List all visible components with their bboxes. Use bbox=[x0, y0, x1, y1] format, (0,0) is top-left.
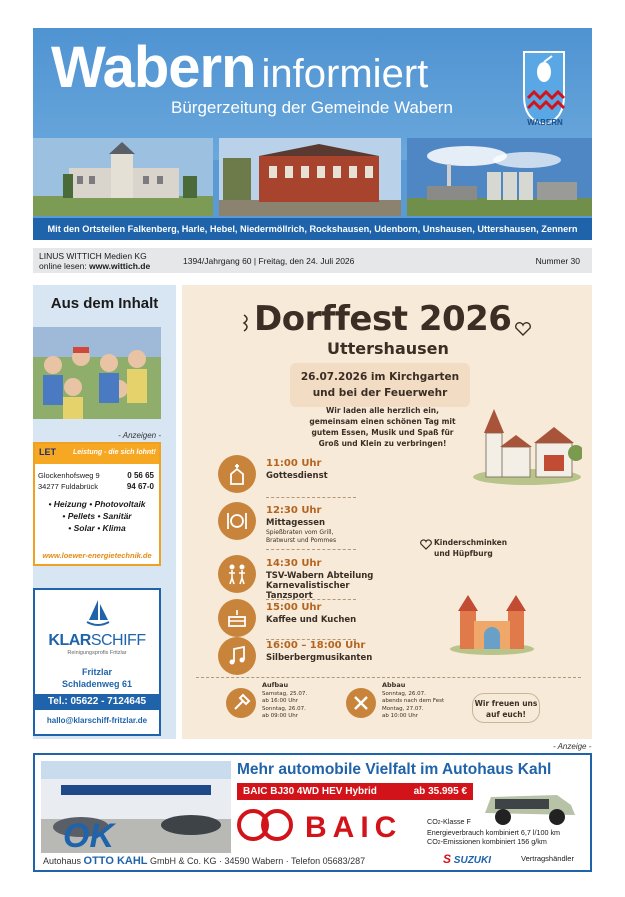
klarschiff-ad[interactable] bbox=[33, 588, 161, 736]
suzuki-s-icon: S bbox=[443, 852, 452, 866]
heart-icon bbox=[420, 539, 432, 550]
co2-emissions-value: -Emissionen kombiniert 156 g/km bbox=[440, 837, 547, 846]
loewer-service-line: • Solar • Klima bbox=[68, 523, 126, 533]
poster-venue: und bei der Feuerwehr bbox=[312, 387, 448, 399]
schedule-note bbox=[266, 529, 336, 545]
kahl-footer bbox=[43, 855, 365, 867]
newspaper-title bbox=[51, 34, 428, 101]
schedule-time: 16:00 – 18:00 Uhr bbox=[266, 640, 366, 651]
aufbau-line: Samstag, 25.07. bbox=[262, 690, 308, 697]
poster-date-box bbox=[290, 363, 470, 407]
aufbau-info bbox=[262, 682, 307, 721]
loewer-slogan: Leistung - die sich lohnt! bbox=[73, 449, 156, 456]
contents-heading: Aus dem Inhalt bbox=[50, 295, 159, 312]
abbau-line: Montag, 27.07. bbox=[382, 705, 424, 712]
schedule-item bbox=[218, 637, 398, 677]
newspaper-subtitle: Bürgerzeitung der Gemeinde Wabern bbox=[171, 98, 453, 117]
loewer-services bbox=[35, 498, 159, 534]
kinder-line: Kinderschminken bbox=[434, 538, 508, 547]
abbau-info bbox=[382, 682, 444, 721]
schedule-time: 12:30 Uhr bbox=[266, 505, 322, 516]
heart-icon bbox=[514, 321, 532, 337]
castle-photo bbox=[33, 138, 213, 216]
online-prefix: online lesen: bbox=[39, 261, 90, 271]
loewer-service-line: • Heizung • Photovoltaik bbox=[48, 499, 146, 509]
loewer-street: Glockenhofsweg 9 bbox=[38, 471, 100, 480]
crest-label: WABERN bbox=[527, 118, 563, 127]
tools-icon bbox=[346, 688, 376, 718]
invite-line: gutem Essen, Musik und Spaß für bbox=[311, 428, 454, 437]
children-photo[interactable] bbox=[33, 327, 161, 419]
publisher-name: LINUS WITTICH Medien KG bbox=[39, 251, 147, 261]
kahl-headline: Mehr automobile Vielfalt im Autohaus Kahl bbox=[237, 761, 552, 778]
schedule-title-line: Karnevalistischer Tanzsport bbox=[266, 581, 350, 601]
header-photos bbox=[33, 138, 592, 216]
title-informiert: informiert bbox=[261, 52, 429, 96]
abbau-line: ab 10:00 Uhr bbox=[382, 713, 418, 719]
co2-label: CO bbox=[427, 817, 438, 826]
kinder-activities bbox=[434, 537, 507, 559]
aufbau-line: ab 16:00 Uhr bbox=[262, 698, 298, 704]
footer-prefix: Autohaus bbox=[43, 856, 84, 866]
factory-photo bbox=[407, 138, 592, 216]
loewer-phone-number: 94 67-0 bbox=[126, 482, 154, 491]
aufbau-line: ab 09:00 Uhr bbox=[262, 713, 298, 719]
invite-line: gemeinsam einen schönen Tag mit bbox=[309, 417, 456, 426]
loewer-phone bbox=[127, 470, 154, 492]
dancers-icon bbox=[218, 555, 256, 593]
emissions-info bbox=[427, 817, 560, 848]
klarschiff-email-link[interactable]: hallo@klarschiff-fritzlar.de bbox=[46, 716, 148, 725]
klarschiff-tagline: Reinigungsprofis Fritzlar bbox=[67, 650, 127, 656]
invite-line: Groß und Klein zu verbringen! bbox=[318, 439, 447, 448]
poster-title: Dorffest 2026 bbox=[254, 299, 512, 339]
wabern-crest-icon bbox=[522, 50, 566, 126]
plate-icon bbox=[218, 502, 256, 540]
schedule-time: 11:00 Uhr bbox=[266, 458, 322, 469]
villages-bar: Mit den Ortsteilen Falkenberg, Harle, Hebel, Niedermöllrich, Rockshausen, Udenborn, Unshausen, Uttershausen, Zennern bbox=[33, 218, 592, 240]
schedule-note-line: Bratwurst und Pommes bbox=[266, 537, 337, 544]
dealership-photo bbox=[41, 761, 231, 853]
model-name: BAIC BJ30 4WD HEV Hybrid bbox=[243, 786, 377, 797]
aufbau-title: Aufbau bbox=[262, 681, 289, 689]
schedule-title bbox=[266, 571, 398, 601]
loewer-website-link[interactable]: www.loewer-energietechnik.de bbox=[42, 551, 152, 560]
schedule-title: Silberbergmusikanten bbox=[266, 653, 373, 663]
autohaus-kahl-ad[interactable] bbox=[33, 753, 592, 872]
publisher-block bbox=[39, 251, 150, 271]
loewer-logo: LET bbox=[39, 447, 56, 457]
schedule-divider bbox=[266, 549, 356, 550]
church-icon bbox=[218, 455, 256, 493]
abbau-title: Abbau bbox=[382, 681, 406, 689]
schedule-title: Mittagessen bbox=[266, 518, 326, 528]
invite-line: Wir laden alle herzlich ein, bbox=[326, 406, 439, 415]
footer-company: OTTO KAHL bbox=[83, 855, 148, 867]
schedule-time: 15:00 Uhr bbox=[266, 602, 322, 613]
klarschiff-street: Schladenweg 61 bbox=[61, 679, 133, 689]
abbau-line: Sonntag, 26.07. bbox=[382, 690, 426, 697]
music-icon bbox=[218, 637, 256, 675]
sidebar bbox=[33, 285, 176, 739]
loewer-ad[interactable] bbox=[33, 442, 161, 566]
loewer-phone-area: 0 56 65 bbox=[127, 471, 154, 480]
kinder-line: und Hüpfburg bbox=[434, 549, 493, 558]
model-price-bar bbox=[237, 783, 473, 800]
klarschiff-city: Fritzlar bbox=[81, 667, 112, 677]
klarschiff-logo-thin: SCHIFF bbox=[90, 632, 146, 649]
issue-number: Nummer 30 bbox=[535, 256, 580, 266]
dealer-label: Vertragshändler bbox=[521, 854, 574, 863]
schedule-time: 14:30 Uhr bbox=[266, 558, 322, 569]
energy-consumption: Energieverbrauch kombiniert 6,7 l/100 km bbox=[427, 828, 561, 837]
schedule-title: Gottesdienst bbox=[266, 471, 328, 481]
suzuki-logo bbox=[443, 852, 491, 866]
sailboat-icon bbox=[85, 598, 111, 628]
freuen-line: auf euch! bbox=[486, 710, 526, 719]
suzuki-wordmark: SUZUKI bbox=[453, 855, 492, 866]
schedule-item bbox=[218, 455, 398, 495]
cake-icon bbox=[218, 599, 256, 637]
klarschiff-logo bbox=[35, 632, 159, 650]
ad-label: - Anzeige - bbox=[553, 742, 592, 751]
poster-invitation bbox=[300, 405, 465, 449]
klarschiff-phone[interactable]: Tel.: 05622 - 7124645 bbox=[35, 694, 159, 710]
co2-emissions: CO2-Emissionen kombiniert 156 g/km bbox=[427, 837, 547, 846]
issue-date: 1394/Jahrgang 60 | Freitag, den 24. Juli 2026 bbox=[183, 256, 355, 266]
schedule-note-line: Spießbraten vom Grill, bbox=[266, 529, 334, 536]
co2-class: CO2-Klasse F bbox=[427, 817, 471, 826]
ok-logo: OK bbox=[63, 817, 114, 853]
klarschiff-address bbox=[35, 666, 159, 690]
dorffest-poster bbox=[182, 285, 592, 739]
loewer-address bbox=[38, 470, 100, 492]
freuen-badge bbox=[472, 693, 540, 723]
loewer-service-line: • Pellets • Sanitär bbox=[62, 511, 132, 521]
schedule-title-line: TSV-Wabern Abteilung bbox=[266, 571, 374, 581]
klarschiff-logo-bold: KLAR bbox=[48, 632, 91, 649]
schedule-divider bbox=[266, 497, 356, 498]
poster-date: 26.07.2026 im Kirchgarten bbox=[300, 371, 460, 383]
aufbau-line: Sonntag, 26.07. bbox=[262, 705, 306, 712]
bouncy-castle-illustration bbox=[450, 585, 534, 655]
loewer-city: 34277 Fuldabrück bbox=[38, 482, 99, 491]
issue-info-bar bbox=[33, 248, 592, 273]
schedule-title: Kaffee und Kuchen bbox=[266, 615, 357, 625]
poster-place: Uttershausen bbox=[327, 339, 449, 358]
hammer-icon bbox=[226, 688, 256, 718]
ads-label: - Anzeigen - bbox=[118, 431, 161, 440]
online-line bbox=[39, 261, 150, 271]
church-illustration bbox=[472, 395, 582, 485]
baic-wordmark: BAIC bbox=[305, 811, 403, 841]
online-url-link[interactable]: www.wittich.de bbox=[89, 261, 151, 271]
freuen-line: Wir freuen uns bbox=[474, 699, 538, 708]
co2-label: CO bbox=[427, 837, 438, 846]
footer-contact: GmbH & Co. KG · 34590 Wabern · Telefon 05683/287 bbox=[147, 856, 366, 866]
title-wabern: Wabern bbox=[51, 35, 256, 100]
schedule-item bbox=[218, 599, 398, 639]
co2-class-value: -Klasse F bbox=[440, 817, 471, 826]
sparkle-left-icon bbox=[242, 313, 252, 333]
station-photo bbox=[219, 138, 401, 216]
abbau-line: abends nach dem Fest bbox=[382, 698, 445, 704]
schedule-item bbox=[218, 502, 398, 542]
masthead bbox=[33, 28, 592, 240]
model-price: ab 35.995 € bbox=[413, 786, 467, 797]
schedule-item bbox=[218, 555, 398, 601]
